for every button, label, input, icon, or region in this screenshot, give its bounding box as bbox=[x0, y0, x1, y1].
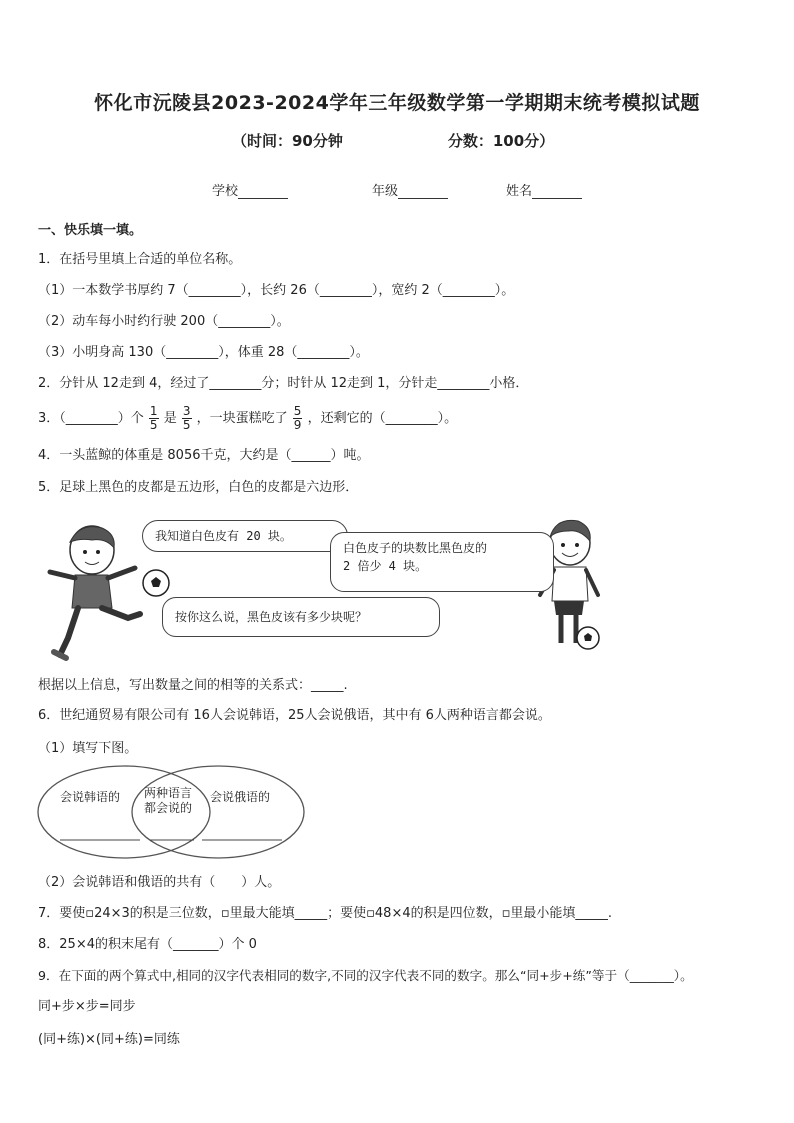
soccer-ball-2 bbox=[575, 625, 601, 651]
speech-bubble-white-count: 我知道白色皮有 20 块。 bbox=[142, 520, 348, 552]
q5-answer-prompt: 根据以上信息，写出数量之间的相等的关系式：_____. bbox=[38, 678, 348, 693]
q6-part2: （2）会说韩语和俄语的共有（ ）人。 bbox=[38, 875, 281, 890]
q5: 5．足球上黑色的皮都是五边形，白色的皮都是六边形． bbox=[38, 480, 359, 495]
q4: 4．一头蓝鲸的体重是 8056千克，大约是（______）吨。 bbox=[38, 448, 370, 463]
q6-stem: 6．世纪通贸易有限公司有 16人会说韩语，25人会说俄语，其中有 6人两种语言都会说。 bbox=[38, 708, 551, 723]
exam-meta bbox=[232, 130, 554, 151]
section-heading: 一、快乐填一填。 bbox=[38, 223, 143, 238]
q7: 7．要使▫24×3的积是三位数，▫里最大能填_____；要使▫48×4的积是四位数，▫里最小能填_____. bbox=[38, 906, 613, 921]
q2: 2．分针从 12走到 4，经过了________分；时针从 12走到 1，分针走________小格． bbox=[38, 376, 529, 391]
q9-equation-1: 同+步×步=同步 bbox=[38, 999, 136, 1014]
q6-part1: （1）填写下图。 bbox=[38, 741, 138, 756]
school-field[interactable]: 学校 bbox=[212, 180, 288, 199]
name-field[interactable]: 姓名 bbox=[506, 180, 582, 199]
fraction-1-5: $\frac{1}{5}$ bbox=[149, 404, 158, 432]
fraction-5-9: $\frac{5}{9}$ bbox=[293, 404, 302, 432]
q8: 8．25×4的积末尾有（_______）个 0 bbox=[38, 937, 257, 952]
total-score: 分数：100分） bbox=[447, 132, 555, 150]
grade-field[interactable]: 年级 bbox=[372, 180, 448, 199]
venn-label-russian: 会说俄语的 bbox=[210, 790, 271, 804]
speech-bubble-question: 按你这么说，黑色皮该有多少块呢？ bbox=[162, 597, 440, 637]
q1-part2: （2）动车每小时约行驶 200（________）。 bbox=[38, 314, 290, 329]
q9-equation-2: (同+练)×(同+练)=同练 bbox=[38, 1032, 180, 1047]
q1-part3: （3）小明身高 130（________），体重 28（________）。 bbox=[38, 345, 369, 360]
venn-label-korean: 会说韩语的 bbox=[60, 790, 121, 804]
q3: 3．（________）个 $\frac{1}{5}$ 是 $\frac{3}{5}$ ，一块蛋糕吃了 $\frac{5}{9}$ ，还剩它的（________）。 bbox=[38, 404, 458, 432]
venn-label-both: 两种语言 都会说的 bbox=[144, 786, 193, 815]
page-title: 怀化市沅陵县2023-2024学年三年级数学第一学期期末统考模拟试题 bbox=[94, 92, 700, 114]
soccer-ball-1 bbox=[140, 567, 172, 599]
time-limit: （时间：90分钟 bbox=[232, 132, 343, 150]
q1-stem: 1．在括号里填上合适的单位名称。 bbox=[38, 252, 242, 267]
q9-stem: 9．在下面的两个算式中,相同的汉字代表相同的数字,不同的汉字代表不同的数字。那么“同+步+练”等于（_______）。 bbox=[38, 968, 693, 983]
q1-part1: （1）一本数学书厚约 7（________），长约 26（________），宽约 2（________）。 bbox=[38, 283, 515, 298]
fraction-3-5: $\frac{3}{5}$ bbox=[182, 404, 191, 432]
speech-bubble-relation: 白色皮子的块数比黑色皮的 2 倍少 4 块。 bbox=[330, 532, 554, 592]
